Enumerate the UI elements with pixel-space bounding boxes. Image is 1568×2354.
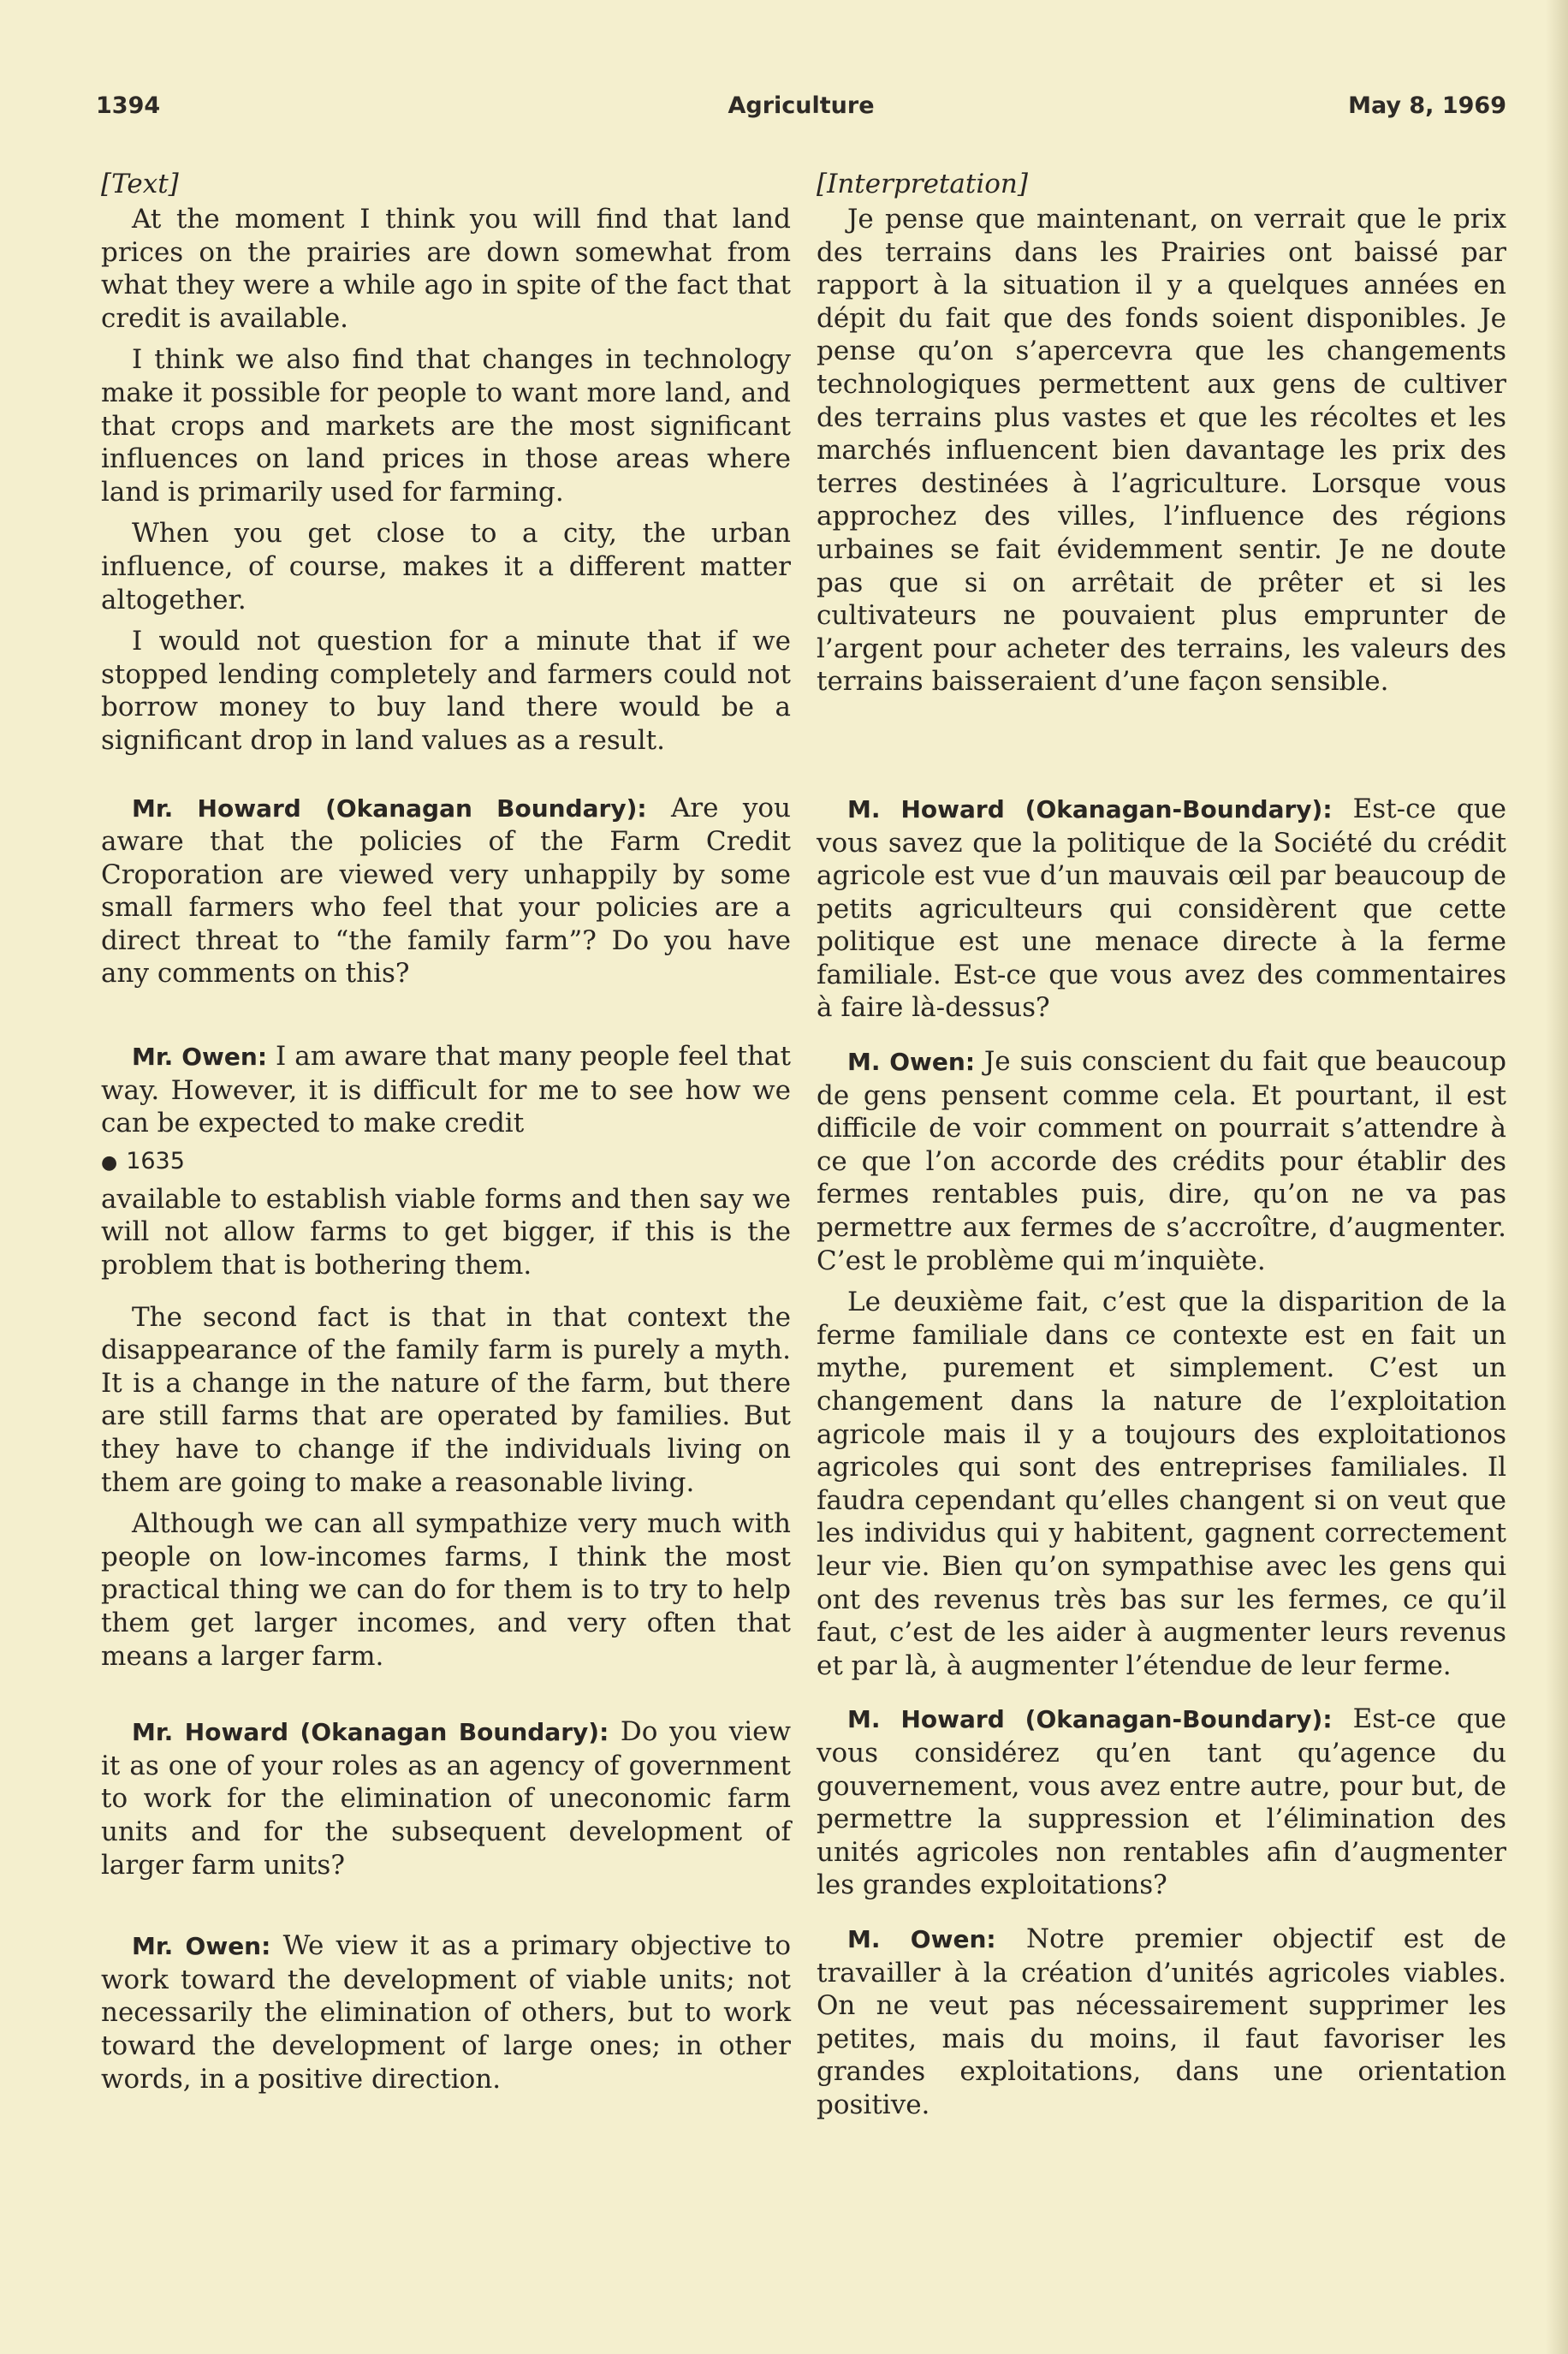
time-marker: [101, 1145, 791, 1180]
fr-paragraph: Le deuxième fait, c’est que la disparition de la ferme familiale dans ce contexte est en fait un mythe, purement et simplement. C’est un changement dans la nature de l’exploitation agricole mais il y a toujours des exploitationos agricoles qui sont des entreprises familiales. Il faudra cependant qu’elles changent si on veut que les individus qui y habitent, gagnent correctement leur vie. Bien qu’on sympathise avec les gens qui ont des revenus très bas sur les fermes, ce qu’il faut, c’est de les aider à augmenter leurs revenus et par là, à augmenter l’étendue de leur ferme.: [817, 1287, 1506, 1681]
text-label: [Text]: [101, 169, 179, 199]
en-answer-owen-1-continued: available to establish viable forms and then say we will not allow farms to get bigger, if this is the problem that is bothering them.: [101, 1183, 791, 1281]
en-paragraph: I would not question for a minute that if we stopped lending completely and farmers could not borrow money to buy land there would be a significant drop in land values as a result.: [101, 626, 791, 756]
speech-text: Are you aware that the policies of the Farm Credit Croporation are viewed very unhappily by some small farmers who feel that your policies are a direct threat to “the family farm”? Do you have any comments on this?: [101, 792, 791, 990]
french-column: [817, 167, 1506, 2121]
speaker-name: Mr. Howard (Okanagan Boundary):: [132, 794, 647, 823]
fr-answer-owen-1: [817, 1045, 1506, 1277]
page-edge-shadow: [1546, 0, 1568, 2354]
en-paragraph: The second fact is that in that context the disappearance of the family farm is purely a myth. It is a change in the nature of the farm, but there are still farms that are operated by families. But they have to change if the individuals living on them are going to make a reasonable living.: [101, 1301, 791, 1498]
speaker-name: Mr. Owen:: [132, 1043, 268, 1072]
speech-text: Est-ce que vous savez que la politique de la Société du crédit agricole est vue d’un mauvais œil par beaucoup de petits agriculteurs qui considèrent que cette politique est une menace directe à la ferme familiale. Est-ce que vous avez des commentaires à faire là-dessus?: [817, 793, 1507, 1024]
fr-paragraph: Je pense que maintenant, on verrait que le prix des terrains dans les Prairies ont baissé par rapport à la situation il y a quelques années en dépit du fait que des fonds soient disponibles. Je pense qu’on s’apercevra que les changements technologiques permettent aux gens de cultiver des terrains plus vastes et que les récoltes et les marchés influencent bien davantage les prix des terres destinées à l’agriculture. Lorsque vous approchez des villes, l’influence des régions urbaines se fait évidemment sentir. Je ne doute pas que si on arrêtait de prêter et si les cultivateurs ne pouvaient plus emprunter de l’argent pour acheter des terrains, les valeurs des terrains baisseraient d’une façon sensible.: [817, 204, 1506, 698]
running-header: [96, 92, 1506, 127]
bullet-icon: ●: [101, 1151, 118, 1174]
speech-text: Do you view it as one of your roles as an agency of government to work for the elimination of uneconomic farm units and for the subsequent development of larger farm units?: [101, 1716, 791, 1881]
speaker-name: Mr. Howard (Okanagan Boundary):: [132, 1718, 609, 1747]
speech-text: We view it as a primary objective to work toward the development of viable units; not necessarily the elimination of others, but to work toward the development of large ones; in other words, in a positive direction.: [101, 1930, 791, 2095]
header-date: May 8, 1969: [1348, 92, 1506, 119]
speech-text: Est-ce que vous considérez qu’en tant qu’agence du gouvernement, vous avez entre autre, pour but, de permettre la suppression et l’élimination des unités agricoles non rentables afin d’augmenter les grandes exploitations?: [817, 1703, 1507, 1901]
speaker-name: M. Howard (Okanagan-Boundary):: [847, 794, 1333, 823]
en-question-howard-2: [101, 1715, 791, 1881]
section-title: Agriculture: [728, 92, 875, 119]
speaker-name: M. Howard (Okanagan-Boundary):: [847, 1705, 1333, 1734]
fr-answer-owen-2: [817, 1923, 1506, 2122]
en-paragraph: At the moment I think you will find that land prices on the prairies are down somewhat from what they were a while ago in spite of the fact that credit is available.: [101, 204, 791, 334]
speech-text: I am aware that many people feel that way. However, it is difficult for me to see how we can be expected to make credit: [101, 1041, 791, 1139]
speaker-name: Mr. Owen:: [132, 1932, 271, 1961]
english-column: [101, 167, 791, 2095]
en-paragraph: I think we also find that changes in technology make it possible for people to want more land, and that crops and markets are the most significant influences on land prices in those areas where land is primarily used for farming.: [101, 344, 791, 508]
en-paragraph: Although we can all sympathize very much with people on low-incomes farms, I think the most practical thing we can do for them is to try to help them get larger incomes, and very often that means a larger farm.: [101, 1508, 791, 1672]
fr-question-howard-2: [817, 1703, 1506, 1902]
interpretation-label: [Interpretation]: [817, 169, 1028, 199]
en-answer-owen-2: [101, 1929, 791, 2095]
fr-question-howard-1: [817, 793, 1506, 1025]
speaker-name: M. Owen:: [847, 1924, 996, 1953]
speaker-name: M. Owen:: [847, 1048, 976, 1077]
page-number: 1394: [96, 92, 161, 119]
speech-text: Je suis conscient du fait que beaucoup de gens pensent comme cela. Et pourtant, il est difficile de voir comment on pourrait s’attendre à ce que l’on accorde des crédits pour établir des fermes rentables puis, dire, qu’on ne va pas permettre aux fermes de s’accroître, d’augmenter. C’est le problème qui m’inquiète.: [817, 1046, 1506, 1276]
en-question-howard-1: [101, 792, 791, 991]
time-marker-value: 1635: [126, 1147, 185, 1174]
speech-text: Notre premier objectif est de travailler à la création d’unités agricoles viables. On ne veut pas nécessairement supprimer les petites, mais du moins, il faut favoriser les grandes exploitations, dans une orientation positive.: [817, 1923, 1506, 2120]
en-answer-owen-1: [101, 1040, 791, 1140]
en-paragraph: When you get close to a city, the urban influence, of course, makes it a different matter altogether.: [101, 518, 791, 615]
